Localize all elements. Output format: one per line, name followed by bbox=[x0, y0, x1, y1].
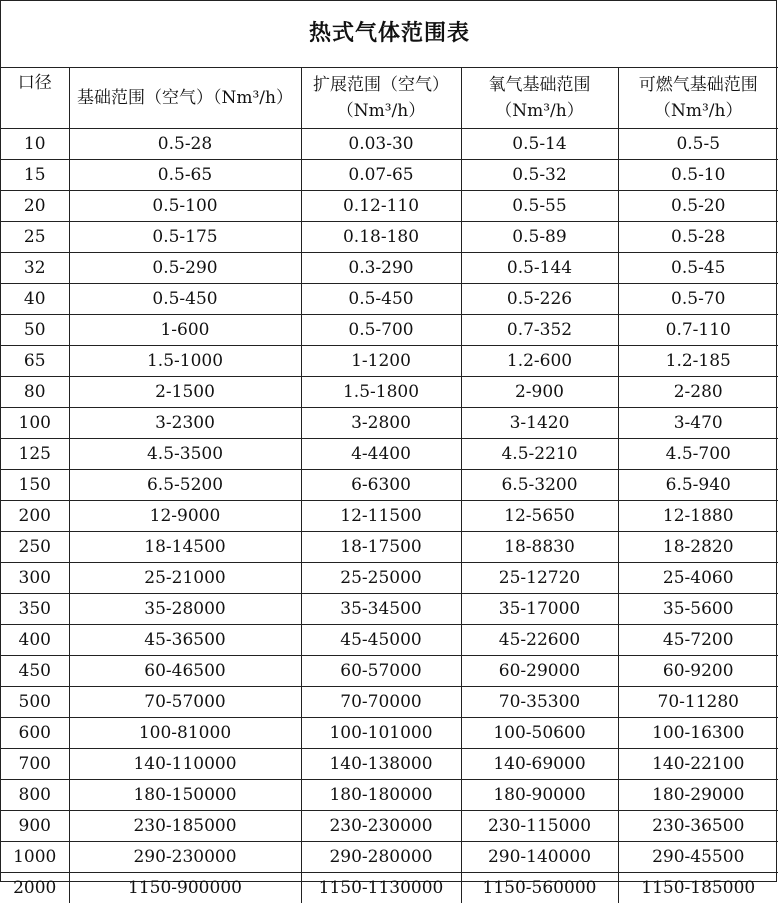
cell-air-basic-range: 230-185000 bbox=[69, 811, 301, 842]
cell-oxygen-basic-range: 180-90000 bbox=[461, 780, 618, 811]
cell-caliber: 25 bbox=[1, 222, 69, 253]
cell-combustible-basic-range: 0.5-10 bbox=[618, 160, 778, 191]
cell-caliber: 900 bbox=[1, 811, 69, 842]
cell-air-extended-range: 0.3-290 bbox=[301, 253, 461, 284]
cell-oxygen-basic-range: 0.7-352 bbox=[461, 315, 618, 346]
cell-caliber: 10 bbox=[1, 129, 69, 160]
cell-oxygen-basic-range: 45-22600 bbox=[461, 625, 618, 656]
cell-caliber: 300 bbox=[1, 563, 69, 594]
table-row bbox=[1, 377, 778, 408]
header-oxygen-basic-range-label: 氧气基础范围（Nm³/h） bbox=[489, 75, 591, 121]
cell-oxygen-basic-range: 1.2-600 bbox=[461, 346, 618, 377]
cell-air-extended-range: 0.07-65 bbox=[301, 160, 461, 191]
cell-air-extended-range: 18-17500 bbox=[301, 532, 461, 563]
cell-combustible-basic-range: 230-36500 bbox=[618, 811, 778, 842]
cell-air-extended-range: 0.5-700 bbox=[301, 315, 461, 346]
cell-air-extended-range: 0.18-180 bbox=[301, 222, 461, 253]
cell-oxygen-basic-range: 6.5-3200 bbox=[461, 470, 618, 501]
cell-caliber: 350 bbox=[1, 594, 69, 625]
table-row bbox=[1, 470, 778, 501]
cell-caliber: 32 bbox=[1, 253, 69, 284]
table-row bbox=[1, 346, 778, 377]
cell-air-basic-range: 12-9000 bbox=[69, 501, 301, 532]
cell-caliber: 2000 bbox=[1, 873, 69, 903]
cell-caliber: 200 bbox=[1, 501, 69, 532]
table-row bbox=[1, 160, 778, 191]
cell-air-basic-range: 35-28000 bbox=[69, 594, 301, 625]
cell-air-basic-range: 25-21000 bbox=[69, 563, 301, 594]
cell-oxygen-basic-range: 35-17000 bbox=[461, 594, 618, 625]
cell-caliber: 250 bbox=[1, 532, 69, 563]
cell-air-extended-range: 0.12-110 bbox=[301, 191, 461, 222]
cell-caliber: 20 bbox=[1, 191, 69, 222]
table-row bbox=[1, 284, 778, 315]
cell-oxygen-basic-range: 3-1420 bbox=[461, 408, 618, 439]
cell-air-extended-range: 290-280000 bbox=[301, 842, 461, 873]
cell-air-extended-range: 1-1200 bbox=[301, 346, 461, 377]
header-air-extended-range-label: 扩展范围（空气）（Nm³/h） bbox=[313, 75, 449, 121]
cell-air-extended-range: 1150-1130000 bbox=[301, 873, 461, 903]
cell-combustible-basic-range: 0.5-45 bbox=[618, 253, 778, 284]
header-air-basic-range-label: 基础范围（空气）（Nm³/h） bbox=[77, 88, 293, 108]
table-row bbox=[1, 563, 778, 594]
title-row bbox=[1, 1, 778, 68]
cell-caliber: 500 bbox=[1, 687, 69, 718]
gas-range-table bbox=[1, 1, 778, 903]
cell-oxygen-basic-range: 60-29000 bbox=[461, 656, 618, 687]
cell-caliber: 450 bbox=[1, 656, 69, 687]
table-row bbox=[1, 687, 778, 718]
header-oxygen-basic-range bbox=[461, 68, 618, 129]
cell-combustible-basic-range: 0.7-110 bbox=[618, 315, 778, 346]
table-row bbox=[1, 656, 778, 687]
cell-caliber: 100 bbox=[1, 408, 69, 439]
cell-air-basic-range: 2-1500 bbox=[69, 377, 301, 408]
cell-air-basic-range: 45-36500 bbox=[69, 625, 301, 656]
cell-combustible-basic-range: 2-280 bbox=[618, 377, 778, 408]
table-row bbox=[1, 718, 778, 749]
cell-combustible-basic-range: 4.5-700 bbox=[618, 439, 778, 470]
cell-air-basic-range: 0.5-100 bbox=[69, 191, 301, 222]
cell-combustible-basic-range: 180-29000 bbox=[618, 780, 778, 811]
cell-combustible-basic-range: 140-22100 bbox=[618, 749, 778, 780]
cell-combustible-basic-range: 0.5-70 bbox=[618, 284, 778, 315]
table-row bbox=[1, 625, 778, 656]
cell-caliber: 80 bbox=[1, 377, 69, 408]
table-row bbox=[1, 594, 778, 625]
cell-oxygen-basic-range: 1150-560000 bbox=[461, 873, 618, 903]
cell-air-extended-range: 12-11500 bbox=[301, 501, 461, 532]
cell-caliber: 50 bbox=[1, 315, 69, 346]
cell-combustible-basic-range: 60-9200 bbox=[618, 656, 778, 687]
table-row bbox=[1, 191, 778, 222]
cell-air-basic-range: 1150-900000 bbox=[69, 873, 301, 903]
cell-combustible-basic-range: 18-2820 bbox=[618, 532, 778, 563]
cell-air-basic-range: 6.5-5200 bbox=[69, 470, 301, 501]
cell-combustible-basic-range: 100-16300 bbox=[618, 718, 778, 749]
cell-air-extended-range: 3-2800 bbox=[301, 408, 461, 439]
cell-oxygen-basic-range: 230-115000 bbox=[461, 811, 618, 842]
cell-air-basic-range: 140-110000 bbox=[69, 749, 301, 780]
cell-combustible-basic-range: 35-5600 bbox=[618, 594, 778, 625]
table-row bbox=[1, 439, 778, 470]
table-row bbox=[1, 842, 778, 873]
cell-combustible-basic-range: 6.5-940 bbox=[618, 470, 778, 501]
table-row bbox=[1, 811, 778, 842]
cell-caliber: 15 bbox=[1, 160, 69, 191]
cell-air-extended-range: 4-4400 bbox=[301, 439, 461, 470]
cell-air-basic-range: 3-2300 bbox=[69, 408, 301, 439]
cell-caliber: 65 bbox=[1, 346, 69, 377]
cell-oxygen-basic-range: 4.5-2210 bbox=[461, 439, 618, 470]
cell-oxygen-basic-range: 2-900 bbox=[461, 377, 618, 408]
cell-combustible-basic-range: 1150-185000 bbox=[618, 873, 778, 903]
cell-air-extended-range: 70-70000 bbox=[301, 687, 461, 718]
table-row bbox=[1, 873, 778, 903]
cell-caliber: 150 bbox=[1, 470, 69, 501]
cell-oxygen-basic-range: 0.5-89 bbox=[461, 222, 618, 253]
cell-air-basic-range: 0.5-28 bbox=[69, 129, 301, 160]
cell-air-basic-range: 70-57000 bbox=[69, 687, 301, 718]
cell-combustible-basic-range: 0.5-28 bbox=[618, 222, 778, 253]
cell-oxygen-basic-range: 18-8830 bbox=[461, 532, 618, 563]
cell-oxygen-basic-range: 0.5-144 bbox=[461, 253, 618, 284]
cell-air-extended-range: 6-6300 bbox=[301, 470, 461, 501]
cell-air-extended-range: 140-138000 bbox=[301, 749, 461, 780]
cell-air-basic-range: 1-600 bbox=[69, 315, 301, 346]
cell-air-extended-range: 0.5-450 bbox=[301, 284, 461, 315]
cell-oxygen-basic-range: 70-35300 bbox=[461, 687, 618, 718]
table-row bbox=[1, 129, 778, 160]
table-title: 热式气体范围表 bbox=[1, 1, 778, 68]
cell-oxygen-basic-range: 0.5-55 bbox=[461, 191, 618, 222]
cell-oxygen-basic-range: 100-50600 bbox=[461, 718, 618, 749]
cell-caliber: 800 bbox=[1, 780, 69, 811]
cell-oxygen-basic-range: 25-12720 bbox=[461, 563, 618, 594]
cell-combustible-basic-range: 290-45500 bbox=[618, 842, 778, 873]
cell-air-extended-range: 45-45000 bbox=[301, 625, 461, 656]
header-caliber-label: 口径 bbox=[18, 73, 52, 93]
table-row bbox=[1, 501, 778, 532]
cell-air-basic-range: 180-150000 bbox=[69, 780, 301, 811]
cell-combustible-basic-range: 25-4060 bbox=[618, 563, 778, 594]
table-row bbox=[1, 532, 778, 563]
cell-air-basic-range: 4.5-3500 bbox=[69, 439, 301, 470]
table-row bbox=[1, 253, 778, 284]
cell-caliber: 125 bbox=[1, 439, 69, 470]
table-row bbox=[1, 222, 778, 253]
table-row bbox=[1, 408, 778, 439]
cell-air-basic-range: 0.5-65 bbox=[69, 160, 301, 191]
cell-oxygen-basic-range: 0.5-14 bbox=[461, 129, 618, 160]
cell-air-extended-range: 60-57000 bbox=[301, 656, 461, 687]
cell-oxygen-basic-range: 0.5-226 bbox=[461, 284, 618, 315]
cell-air-basic-range: 0.5-175 bbox=[69, 222, 301, 253]
table-row bbox=[1, 749, 778, 780]
cell-air-extended-range: 25-25000 bbox=[301, 563, 461, 594]
cell-combustible-basic-range: 0.5-20 bbox=[618, 191, 778, 222]
cell-caliber: 40 bbox=[1, 284, 69, 315]
cell-oxygen-basic-range: 0.5-32 bbox=[461, 160, 618, 191]
cell-oxygen-basic-range: 290-140000 bbox=[461, 842, 618, 873]
header-caliber bbox=[1, 68, 69, 129]
cell-combustible-basic-range: 45-7200 bbox=[618, 625, 778, 656]
cell-oxygen-basic-range: 12-5650 bbox=[461, 501, 618, 532]
cell-combustible-basic-range: 1.2-185 bbox=[618, 346, 778, 377]
cell-caliber: 1000 bbox=[1, 842, 69, 873]
table-row bbox=[1, 780, 778, 811]
cell-air-basic-range: 60-46500 bbox=[69, 656, 301, 687]
cell-air-basic-range: 100-81000 bbox=[69, 718, 301, 749]
cell-combustible-basic-range: 70-11280 bbox=[618, 687, 778, 718]
cell-air-basic-range: 0.5-450 bbox=[69, 284, 301, 315]
cell-caliber: 400 bbox=[1, 625, 69, 656]
cell-combustible-basic-range: 12-1880 bbox=[618, 501, 778, 532]
cell-combustible-basic-range: 3-470 bbox=[618, 408, 778, 439]
table-row bbox=[1, 315, 778, 346]
cell-air-extended-range: 230-230000 bbox=[301, 811, 461, 842]
cell-air-extended-range: 100-101000 bbox=[301, 718, 461, 749]
header-air-basic-range bbox=[69, 68, 301, 129]
cell-air-extended-range: 1.5-1800 bbox=[301, 377, 461, 408]
header-combustible-basic-range-label: 可燃气基础范围（Nm³/h） bbox=[639, 75, 758, 121]
cell-air-extended-range: 35-34500 bbox=[301, 594, 461, 625]
cell-air-extended-range: 180-180000 bbox=[301, 780, 461, 811]
header-row bbox=[1, 68, 778, 129]
cell-air-extended-range: 0.03-30 bbox=[301, 129, 461, 160]
cell-air-basic-range: 1.5-1000 bbox=[69, 346, 301, 377]
cell-combustible-basic-range: 0.5-5 bbox=[618, 129, 778, 160]
cell-air-basic-range: 18-14500 bbox=[69, 532, 301, 563]
cell-air-basic-range: 0.5-290 bbox=[69, 253, 301, 284]
cell-air-basic-range: 290-230000 bbox=[69, 842, 301, 873]
header-combustible-basic-range bbox=[618, 68, 778, 129]
cell-caliber: 600 bbox=[1, 718, 69, 749]
header-air-extended-range bbox=[301, 68, 461, 129]
cell-oxygen-basic-range: 140-69000 bbox=[461, 749, 618, 780]
cell-caliber: 700 bbox=[1, 749, 69, 780]
